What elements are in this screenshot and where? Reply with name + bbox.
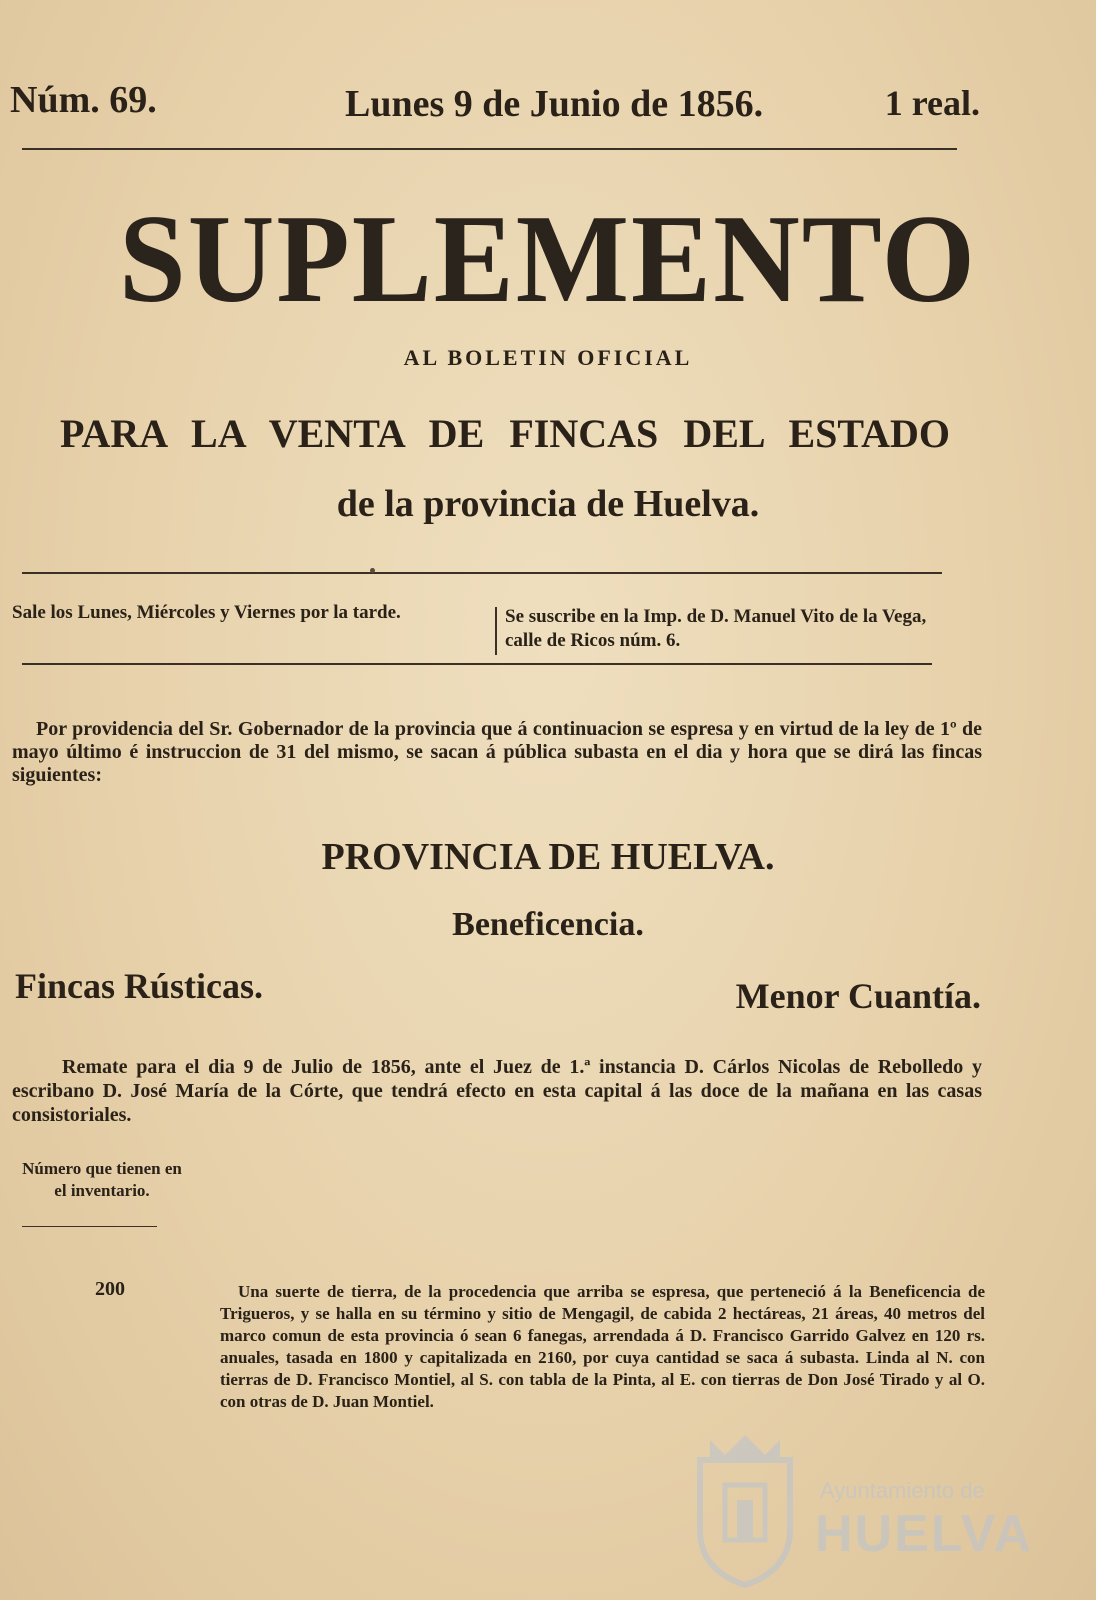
page-title: SUPLEMENTO [119, 188, 977, 329]
divider-ornament [370, 568, 375, 573]
category-heading: Beneficencia. [452, 906, 644, 943]
fincas-rusticas-heading: Fincas Rústicas. [15, 966, 264, 1006]
subscription-info: Se suscribe en la Imp. de D. Manuel Vito de la Vega, calle de Ricos núm. 6. [505, 606, 927, 651]
inventory-number-header: Número que tienen en el inventario. [22, 1159, 182, 1200]
remate-paragraph: Remate para el dia 9 de Julio de 1856, ante el Juez de 1.ª instancia D. Cárlos Nicolas de Rebolledo y escribano D. José María de la Córte, que tendrá efecto en esta capital á las doce de la mañana en las casas consistoriales. [12, 1056, 982, 1126]
watermark [680, 1420, 1034, 1590]
issue-date: Lunes 9 de Junio de 1856. [345, 83, 764, 125]
watermark-line1: Ayuntamiento de [820, 1478, 985, 1503]
masthead [10, 78, 980, 138]
intro-paragraph: Por providencia del Sr. Gobernador de la provincia que á continuacion se espresa y en virtud de la ley de 1º de mayo último é instruccion de 31 del mismo, se sacan á pública subasta en el dia y hora que se dirá las fincas siguientes: [12, 718, 982, 786]
crest-icon [680, 1420, 810, 1590]
inventory-header-rule [22, 1226, 157, 1227]
subtitle-boletin: AL BOLETIN OFICIAL [403, 345, 693, 370]
entry-description: Una suerte de tierra, de la procedencia que arriba se espresa, que perteneció á la Beneficencia de Trigueros, y se halla en su término y sitio de Mengagil, de cabida 2 hectáreas, 21 áreas, 40 metros del marco comun de esta provincia ó sean 6 fanegas, arrendada á D. Francisco Garrido Galvez en 120 rs. anuales, tasada en 1800 y capitalizada en 2160, por cuya cantidad se saca á subasta. Linda al N. con tierras de D. Francisco Montiel, al S. con tabla de la Pinta, al E. con tierras de Don José Tirado y al O. con otras de D. Juan Montiel. [220, 1282, 985, 1411]
subtitle-provincia: de la provincia de Huelva. [336, 483, 760, 525]
province-heading: PROVINCIA DE HUELVA. [321, 836, 775, 878]
top-divider [22, 148, 957, 150]
publication-schedule: Sale los Lunes, Miércoles y Viernes por la tarde. [12, 602, 401, 623]
divider-upper [22, 572, 942, 574]
issue-price: 1 real. [884, 83, 980, 123]
entry-number: 200 [95, 1278, 125, 1300]
column-separator [495, 607, 497, 655]
issue-number: Núm. 69. [10, 79, 157, 121]
subtitle-venta: PARA LA VENTA DE FINCAS DEL ESTADO [60, 411, 950, 456]
watermark-line2: HUELVA [815, 1505, 1034, 1563]
menor-cuantia-heading: Menor Cuantía. [735, 976, 981, 1016]
divider-lower [22, 663, 932, 665]
